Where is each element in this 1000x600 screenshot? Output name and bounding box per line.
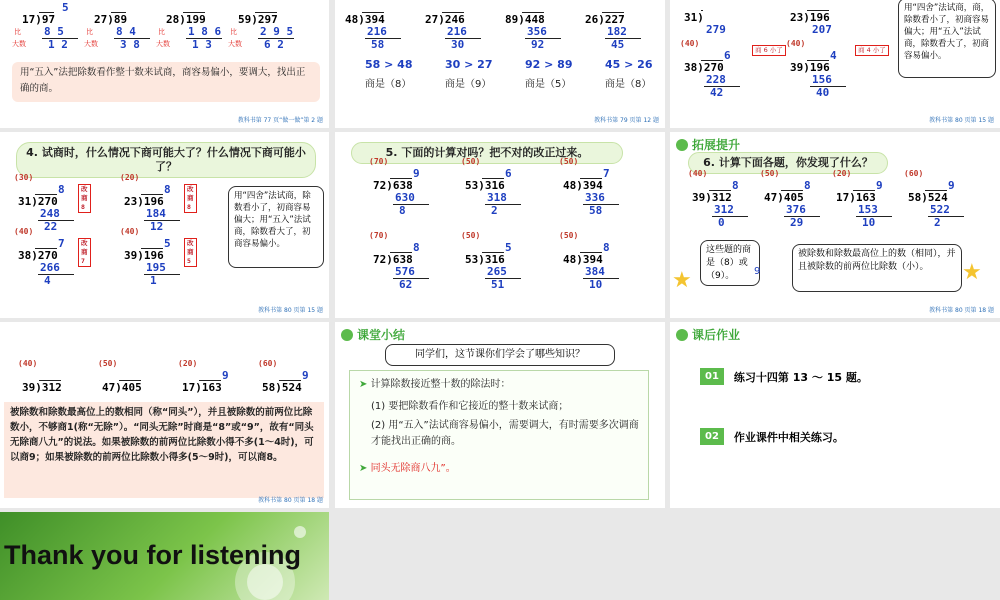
remainder: 1 2 — [42, 38, 78, 51]
adjust-tag: 改商 7 — [78, 238, 91, 267]
section-dot-icon — [676, 139, 688, 151]
dividend: 270 — [37, 195, 58, 208]
slide-3-thumbnail[interactable] — [670, 0, 1000, 128]
remainder: 1 3 — [186, 38, 222, 51]
adjust-tag: 改商 8 — [78, 184, 91, 213]
long-division: (20) 8 23)196 184 12 改商 8 — [124, 184, 180, 233]
quotient: 8 — [804, 179, 811, 192]
compare-label: 大数 — [156, 40, 170, 48]
dividend: 270 — [703, 61, 724, 74]
comparison: 45 > 26 — [605, 58, 653, 71]
remainder: 10 — [583, 278, 619, 291]
divisor: 39 — [124, 249, 138, 262]
slide-1-thumbnail[interactable] — [0, 0, 329, 128]
subtrahend: 336 — [585, 191, 605, 204]
long-division: (40) 6 38)270 228 42 — [684, 50, 740, 99]
slide-8-line-1: (1) 要把除数看作和它接近的整十数来试商； — [371, 401, 569, 412]
slide-3-note: 用“四舍”法试商，商，除数看小了，初商容易偏大；用“五入”法试商，除数看大了，初商容易偏小。 — [898, 0, 996, 78]
compare-label: 大数 — [84, 40, 98, 48]
slide-4-note: 用“四舍”法试商，除数看小了，初商容易偏大；用“五入”法试商，除数看大了，初商容易偏小。 — [228, 186, 324, 268]
quotient: 8 — [164, 183, 171, 196]
quotient: 4 — [830, 49, 837, 62]
long-division: 48)394 216 58 — [345, 2, 401, 51]
slide-6-left-answer: 9 — [754, 266, 761, 277]
divisor: 47 — [764, 191, 778, 204]
slide-6-section: 拓展提升 — [676, 136, 740, 153]
compare-label: 比 — [158, 28, 165, 36]
divisor: 23 — [124, 195, 138, 208]
divisor: 38 — [18, 249, 32, 262]
estimate-label: (20) — [120, 173, 140, 182]
subtrahend: 384 — [585, 265, 605, 278]
divisor: 58 — [908, 191, 922, 204]
remainder: 8 — [393, 204, 429, 217]
slide-8-line-2: (2) 用“五入”法试商容易偏小，需要调大，有时需要多次调商才能找出正确的商。 — [371, 420, 639, 447]
slide-8-thumbnail[interactable] — [335, 322, 665, 508]
subtrahend: 630 — [395, 191, 415, 204]
subtrahend: 279 — [706, 23, 726, 36]
quotient: 8 — [413, 241, 420, 254]
divisor: 72 — [373, 179, 387, 192]
estimate-label: (50) — [461, 157, 481, 166]
subtrahend: 2 9 5 — [260, 25, 294, 38]
slide-8-heading-1: ➤ 计算除数接近整十数的除法时： — [359, 379, 511, 390]
estimate-label: (60) — [904, 169, 924, 178]
section-dot-icon — [676, 329, 688, 341]
long-division: (30) 8 31)270 248 22 改商 8 — [18, 184, 74, 233]
remainder: 10 — [856, 216, 892, 229]
long-division: (50) 47)405 — [98, 359, 142, 394]
long-division: (40) 7 38)270 266 4 改商 7 — [18, 238, 74, 287]
subtrahend: 356 — [527, 25, 547, 38]
dividend: 638 — [392, 253, 413, 266]
divisor: 47 — [102, 381, 116, 394]
star-icon: ★ — [672, 268, 692, 293]
long-division: 59)297 2 9 5 6 2 比 大数 — [238, 2, 294, 51]
slide-6-title: 6. 计算下面各题，你发现了什么？ — [688, 152, 888, 174]
slide-8-section: 课堂小结 — [341, 326, 405, 343]
remainder: 22 — [38, 220, 74, 233]
quotient-answer: 商是（9） — [445, 79, 492, 90]
comparison: 92 > 89 — [525, 58, 573, 71]
estimate-label: (40) — [120, 227, 140, 236]
slide-6-left-text: 这些题的商是（8）或（9）。 — [700, 240, 760, 286]
dividend: 316 — [484, 179, 505, 192]
slide-10-thumbnail[interactable] — [0, 512, 329, 600]
estimate-label — [162, 0, 181, 2]
slide-1-page-ref: 教科书第 77 页“做一做”第 2 题 — [237, 117, 323, 124]
subtrahend: 312 — [714, 203, 734, 216]
slide-7-page-ref: 教科书第 80 页第 18 题 — [258, 497, 323, 504]
divisor: 17 — [22, 13, 36, 26]
slide-5-title: 5. 下面的计算对吗？把不对的改正过来。 — [351, 142, 623, 164]
estimate-label: (50) — [461, 231, 481, 240]
subtrahend: 156 — [812, 73, 832, 86]
compare-label: 大数 — [228, 40, 242, 48]
quotient: 5 — [62, 1, 69, 14]
star-icon: ★ — [962, 260, 982, 285]
dividend: 524 — [927, 191, 948, 204]
estimate-label: (40) — [688, 169, 708, 178]
divisor: 17 — [182, 381, 196, 394]
divisor: 48 — [345, 13, 359, 26]
remainder: 45 — [605, 38, 641, 51]
long-division: (40) 39)312 — [18, 359, 62, 394]
comparison: 30 > 27 — [445, 58, 493, 71]
long-division: 23)196 207 — [790, 11, 832, 36]
subtrahend: 318 — [487, 191, 507, 204]
dividend: 196 — [809, 11, 830, 24]
divisor: 58 — [262, 381, 276, 394]
long-division: (20) 9 17)163 — [178, 359, 229, 394]
slide-4-title: 4. 试商时，什么情况下商可能大了？什么情况下商可能小了？ — [16, 142, 316, 178]
quotient: 7 — [58, 237, 65, 250]
estimate-label: (50) — [559, 157, 579, 166]
dividend: 196 — [143, 195, 164, 208]
quotient: 9 — [876, 179, 883, 192]
dividend: 163 — [201, 381, 222, 394]
quotient: 5 — [164, 237, 171, 250]
comparison: 58 > 48 — [365, 58, 413, 71]
slide-9-section: 课后作业 — [676, 326, 740, 343]
long-division: 26)227 182 45 — [585, 2, 641, 51]
long-division: (50) 7 48)394 336 58 — [563, 168, 619, 217]
divisor: 17 — [836, 191, 850, 204]
subtrahend: 216 — [447, 25, 467, 38]
dividend: 638 — [392, 179, 413, 192]
long-division: (40) 4 39)196 156 40 — [790, 50, 846, 99]
quotient: 9 — [302, 369, 309, 382]
long-division: 27)246 216 30 — [425, 2, 481, 51]
homework-text: 练习十四第 13 ～ 15 题。 — [733, 370, 868, 384]
quotient: 9 — [222, 369, 229, 382]
slide-2-thumbnail[interactable] — [335, 0, 665, 128]
estimate-label — [581, 0, 600, 2]
quotient: 9 — [948, 179, 955, 192]
quotient: 8 — [603, 241, 610, 254]
remainder: 30 — [445, 38, 481, 51]
quotient: 8 — [732, 179, 739, 192]
remainder: 12 — [144, 220, 180, 233]
remainder: 29 — [784, 216, 820, 229]
divisor: 53 — [465, 253, 479, 266]
estimate-label: (50) — [559, 231, 579, 240]
long-division: (50) 8 48)394 384 10 — [563, 242, 619, 291]
quotient-answer: 商是（8） — [605, 79, 652, 90]
long-division: (70) 9 72)638 630 8 — [373, 168, 429, 217]
compare-label: 比 — [86, 28, 93, 36]
item-number-badge: 02 — [700, 428, 724, 445]
estimate-label: (40) — [786, 39, 806, 48]
quotient-answer: 商是（8） — [365, 79, 412, 90]
compare-label: 比 — [14, 28, 21, 36]
subtrahend: 8 4 — [116, 25, 136, 38]
subtrahend: 1 8 6 — [188, 25, 222, 38]
estimate-label: (20) — [178, 359, 198, 368]
quotient: 6 — [505, 167, 512, 180]
estimate-label: (50) — [760, 169, 780, 178]
subtrahend: 216 — [367, 25, 387, 38]
slide-3-tag-2: 商 4 小了 — [855, 45, 889, 56]
remainder: 6 2 — [258, 38, 294, 51]
quotient: 6 — [724, 49, 731, 62]
dividend: 448 — [524, 13, 545, 26]
estimate-label: (70) — [369, 157, 389, 166]
remainder: 0 — [712, 216, 748, 229]
slide-5-thumbnail[interactable] — [335, 132, 665, 318]
remainder: 92 — [525, 38, 561, 51]
dividend: 89 — [113, 13, 128, 26]
estimate-label: (50) — [98, 359, 118, 368]
compare-label: 比 — [230, 28, 237, 36]
remainder: 4 — [38, 274, 74, 287]
quotient: 8 — [58, 183, 65, 196]
estimate-label: (20) — [832, 169, 852, 178]
long-division: 89)448 356 92 — [505, 2, 561, 51]
remainder: 3 8 — [114, 38, 150, 51]
estimate-label: (40) — [680, 39, 700, 48]
estimate-label — [18, 0, 37, 2]
long-division: (20) 9 17)163 153 10 — [836, 180, 892, 229]
remainder: 40 — [810, 86, 846, 99]
remainder: 42 — [704, 86, 740, 99]
estimate-label — [501, 0, 520, 2]
subtrahend: 182 — [607, 25, 627, 38]
dividend: 316 — [484, 253, 505, 266]
slide-3-page-ref: 教科书第 80 页第 15 题 — [929, 117, 994, 124]
long-division: (50) 8 47)405 376 29 — [764, 180, 820, 229]
remainder: 1 — [144, 274, 180, 287]
dividend: 246 — [444, 13, 465, 26]
dividend: 196 — [809, 61, 830, 74]
remainder: 51 — [485, 278, 521, 291]
long-division: (60) 9 58)524 — [258, 359, 309, 394]
remainder: 58 — [365, 38, 401, 51]
remainder: 62 — [393, 278, 429, 291]
divisor: 27 — [94, 13, 108, 26]
slide-7-thumbnail[interactable] — [0, 322, 329, 508]
divisor: 53 — [465, 179, 479, 192]
estimate-label: (40) — [14, 227, 34, 236]
divisor: 26 — [585, 13, 599, 26]
slide-4-thumbnail[interactable] — [0, 132, 329, 318]
slide-4-page-ref: 教科书第 80 页第 15 题 — [258, 307, 323, 314]
dividend: 227 — [604, 13, 625, 26]
divisor: 39 — [692, 191, 706, 204]
dividend: 199 — [185, 13, 206, 26]
dividend: 405 — [121, 381, 142, 394]
long-division: 28)199 1 8 6 1 3 比 大数 — [166, 2, 222, 51]
divisor: 23 — [790, 11, 804, 24]
slide-2-page-ref: 教科书第 79 页第 12 题 — [594, 117, 659, 124]
estimate-label — [341, 0, 360, 2]
subtrahend: 195 — [146, 261, 166, 274]
divisor: 31 — [18, 195, 32, 208]
quotient: 9 — [413, 167, 420, 180]
long-division: 5 17)97 8 5 1 2 比 大数 — [22, 2, 78, 51]
subtrahend: 266 — [40, 261, 60, 274]
dividend: 524 — [281, 381, 302, 394]
long-division: 31) 279 — [684, 11, 726, 36]
remainder: 2 — [485, 204, 521, 217]
subtrahend: 153 — [858, 203, 878, 216]
slide-7-note: 被除数和除数最高位上的数相同（称“同头”），并且被除数的前两位比除数小，不够商1(称“无除”）。“同头无除”时商是“8”或“9”，故有“同头无除商八九”的说法。如果被除数的前两位比除数小得不多(1～4时)，可以商9；如果被除数的前两位比除数小得多(5～9时)，可以商8。 — [4, 402, 324, 498]
estimate-label: (30) — [14, 173, 34, 182]
adjust-tag: 改商 8 — [184, 184, 197, 213]
compare-label: 大数 — [12, 40, 26, 48]
dividend: 297 — [257, 13, 278, 26]
estimate-label — [234, 0, 253, 2]
slide-3-tag-1: 商 6 小了 — [752, 45, 786, 56]
dividend: 196 — [143, 249, 164, 262]
long-division: 27)89 8 4 3 8 比 大数 — [94, 2, 150, 51]
remainder: 2 — [928, 216, 964, 229]
divisor: 39 — [22, 381, 36, 394]
dividend: 270 — [37, 249, 58, 262]
divisor: 59 — [238, 13, 252, 26]
dividend: 163 — [855, 191, 876, 204]
adjust-tag: 改商 5 — [184, 238, 197, 267]
subtrahend: 522 — [930, 203, 950, 216]
long-division: (60) 9 58)524 522 2 — [908, 180, 964, 229]
subtrahend: 228 — [706, 73, 726, 86]
quotient: 7 — [603, 167, 610, 180]
subtrahend: 8 5 — [44, 25, 64, 38]
quotient: 5 — [505, 241, 512, 254]
subtrahend: 265 — [487, 265, 507, 278]
homework-item-2 — [700, 428, 844, 445]
dividend: 394 — [582, 253, 603, 266]
slide-8-heading-2: ➤ 同头无除商八九”。 — [359, 463, 456, 474]
homework-text: 作业课件中相关练习。 — [733, 430, 844, 444]
long-division: (40) 8 39)312 312 0 — [692, 180, 748, 229]
homework-item-1 — [700, 368, 868, 385]
slide-6-page-ref: 教科书第 80 页第 18 题 — [929, 307, 994, 314]
divisor: 28 — [166, 13, 180, 26]
dividend: 405 — [783, 191, 804, 204]
slide-1-note: 用“五入”法把除数看作整十数来试商，商容易偏小，要调大，找出正确的商。 — [12, 62, 320, 102]
long-division: (50) 6 53)316 318 2 — [465, 168, 521, 217]
long-division: (50) 5 53)316 265 51 — [465, 242, 521, 291]
estimate-label: (40) — [18, 359, 38, 368]
thank-you-text: Thank you for listening — [4, 540, 302, 570]
dividend: 394 — [364, 13, 385, 26]
slide-6-right-text: 被除数和除数最高位上的数（相同），并且被除数的前两位比除数（小）。 — [792, 244, 962, 292]
slide-6-thumbnail[interactable] — [670, 132, 1000, 318]
dividend: 97 — [41, 13, 56, 26]
divisor: 39 — [790, 61, 804, 74]
slide-8-bubble: 同学们，这节课你们学会了哪些知识？ — [385, 344, 615, 366]
section-dot-icon — [341, 329, 353, 341]
long-division: (70) 8 72)638 576 62 — [373, 242, 429, 291]
subtrahend: 248 — [40, 207, 60, 220]
subtrahend: 576 — [395, 265, 415, 278]
estimate-label: (60) — [258, 359, 278, 368]
subtrahend: 207 — [812, 23, 832, 36]
divisor: 72 — [373, 253, 387, 266]
estimate-label — [421, 0, 440, 2]
slide-9-thumbnail[interactable] — [670, 322, 1000, 508]
divisor: 38 — [684, 61, 698, 74]
remainder: 58 — [583, 204, 619, 217]
quotient-answer: 商是（5） — [525, 79, 572, 90]
item-number-badge: 01 — [700, 368, 724, 385]
divisor: 48 — [563, 253, 577, 266]
divisor: 48 — [563, 179, 577, 192]
estimate-label — [90, 0, 109, 2]
subtrahend: 184 — [146, 207, 166, 220]
dividend: 312 — [711, 191, 732, 204]
dividend: 394 — [582, 179, 603, 192]
estimate-label: (70) — [369, 231, 389, 240]
long-division: (40) 5 39)196 195 1 改商 5 — [124, 238, 180, 287]
divisor: 27 — [425, 13, 439, 26]
subtrahend: 376 — [786, 203, 806, 216]
divisor: 31 — [684, 11, 698, 24]
divisor: 89 — [505, 13, 519, 26]
dividend: 312 — [41, 381, 62, 394]
